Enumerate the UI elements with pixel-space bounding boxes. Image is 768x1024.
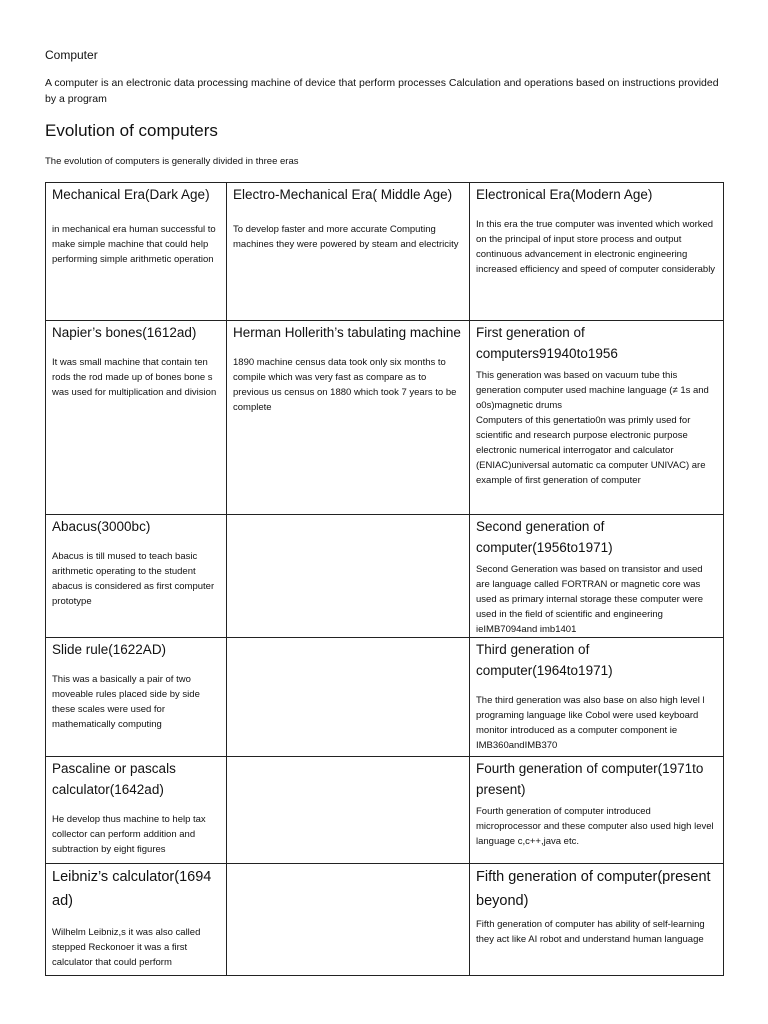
table-row [46, 183, 724, 321]
cell-title: Electro-Mechanical Era( Middle Age) [233, 187, 453, 202]
table-row [46, 321, 724, 515]
table-cell [470, 757, 724, 864]
table-cell [227, 183, 470, 321]
cell-body: Fifth generation of computer has ability of self-learning they act like AI robot and understand human language [476, 919, 705, 945]
cell-title: Fourth generation of computer(1971to present) [476, 761, 704, 797]
cell-body: Second Generation was based on transistor and used are language called FORTRAN or magnetic core was used as primary internal storage these computer were used in the field of scientific and engineering ieIMB7094and imb1401 [476, 564, 704, 635]
cell-body: Wilhelm Leibniz,s it was also called stepped Reckonoer it was a first calculator that could perform [52, 927, 201, 968]
cell-title: Second generation of computer(1956to1971) [476, 519, 613, 555]
cell-body: This generation was based on vacuum tube this generation computer used machine language (≠ 1s and o0s)magnetic drums Computers of this genertatio0n was primly used for scientific and research purpose electronic purpose electronic numerical interrogator and calculator (ENIAC)universal automatic ca computer UNIVAC) are example of first generation of computer [476, 370, 709, 486]
table-cell [46, 757, 227, 864]
table-cell [470, 638, 724, 757]
cell-body: Abacus is till mused to teach basic arithmetic operating to the student abacus is considered as first computer prototype [52, 551, 215, 607]
cell-title: Fifth generation of computer(present beyond) [476, 869, 711, 909]
cell-title: Slide rule(1622AD) [52, 642, 167, 657]
cell-body: This was a basically a pair of two moveable rules placed side by side these scales were used for mathematically computing [52, 674, 200, 730]
cell-body: In this era the true computer was invented which worked on the principal of input store process and output continuous advancement in electronic engineering increased efficiency and speed of computer considerably [476, 219, 716, 275]
cell-title: Electronical Era(Modern Age) [476, 187, 653, 202]
table-cell [46, 515, 227, 638]
eras-table [45, 182, 724, 976]
table-cell-empty [227, 757, 470, 864]
cell-body: The third generation was also base on also high level l programing language like Cobol were used keyboard monitor introduced as a computer component ie IMB360andIMB370 [476, 695, 705, 751]
table-cell-empty [227, 515, 470, 638]
cell-body: 1890 machine census data took only six months to compile which was very fast as compare as to previous us census on 1880 which took 7 years to be complete [233, 357, 457, 413]
cell-title: First generation of computers91940to1956 [476, 325, 618, 361]
cell-body: in mechanical era human successful to make simple machine that could help performing simple arithmetic operation [52, 224, 216, 265]
table-cell [470, 321, 724, 515]
table-cell [46, 183, 227, 321]
table-row [46, 638, 724, 757]
table-cell [46, 638, 227, 757]
cell-title: Abacus(3000bc) [52, 519, 151, 534]
table-cell [46, 864, 227, 976]
cell-body: Fourth generation of computer introduced microprocessor and these computer also used high level language c,c++,java etc. [476, 806, 714, 847]
cell-title: Third generation of computer(1964to1971) [476, 642, 613, 678]
cell-title: Herman Hollerith’s tabulating machine [233, 325, 461, 340]
table-cell [227, 321, 470, 515]
cell-body: He develop thus machine to help tax collector can perform addition and subtraction by eight figures [52, 814, 206, 855]
table-cell [46, 321, 227, 515]
cell-body: It was small machine that contain ten rods the rod made up of bones bone s was used for multiplication and division [52, 357, 217, 398]
cell-title: Napier’s bones(1612ad) [52, 325, 197, 340]
cell-title: Leibniz’s calculator(1694 ad) [52, 869, 212, 909]
table-row [46, 515, 724, 638]
table-cell [470, 515, 724, 638]
cell-body: To develop faster and more accurate Computing machines they were powered by steam and electricity [233, 224, 459, 250]
table-row [46, 757, 724, 864]
intro-paragraph: A computer is an electronic data processing machine of device that perform processes Calculation and operations based on instructions provided by a program [45, 77, 719, 105]
cell-title: Mechanical Era(Dark Age) [52, 187, 210, 202]
table-cell [470, 864, 724, 976]
document-title: Computer [45, 48, 98, 62]
table-cell-empty [227, 864, 470, 976]
table-cell-empty [227, 638, 470, 757]
cell-title: Pascaline or pascals calculator(1642ad) [52, 761, 176, 797]
section-heading: Evolution of computers [45, 121, 218, 140]
section-intro: The evolution of computers is generally divided in three eras [45, 156, 299, 167]
table-cell [470, 183, 724, 321]
table-row [46, 864, 724, 976]
